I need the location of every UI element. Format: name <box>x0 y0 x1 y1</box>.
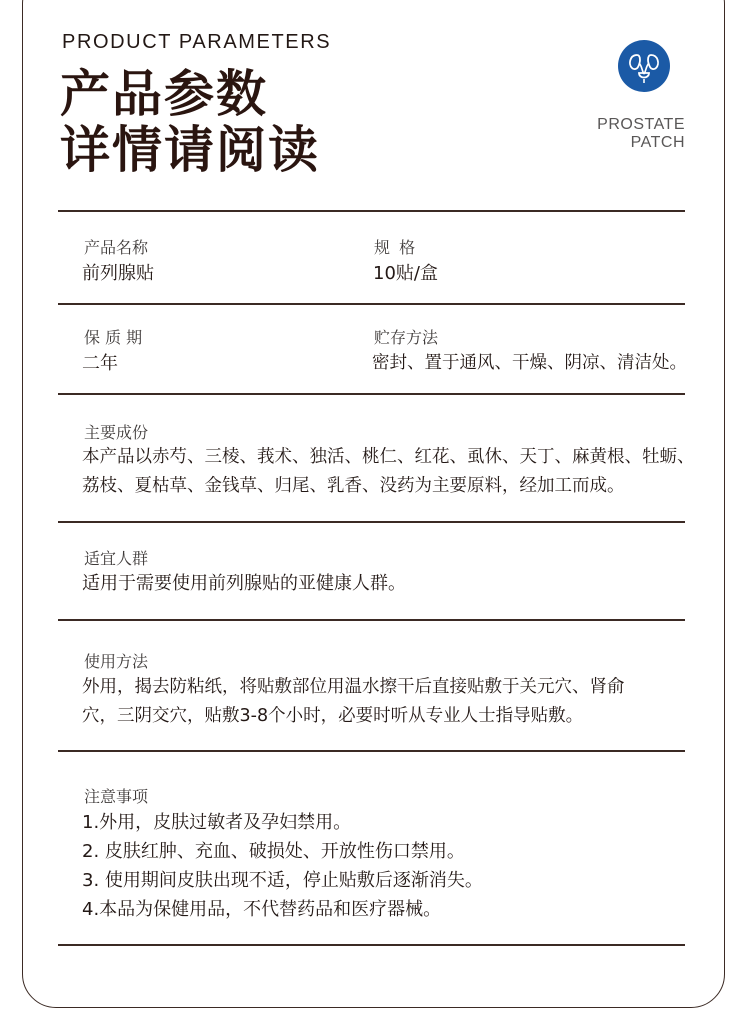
notes-line: 1.外用，皮肤过敏者及孕妇禁用。 <box>82 812 352 833</box>
brand-line-2: PATCH <box>630 134 685 151</box>
product-name-label: 产品名称 <box>84 238 149 257</box>
usage-line: 穴，三阴交穴，贴敷3-8个小时，必要时听从专业人士指导贴敷。 <box>82 706 584 726</box>
shelf-life-label: 保 质 期 <box>84 328 143 347</box>
product-name-value: 前列腺贴 <box>82 263 154 284</box>
usage-label: 使用方法 <box>84 652 149 671</box>
divider <box>58 521 685 523</box>
ingredients-line: 荔枝、夏枯草、金钱草、归尾、乳香、没药为主要原料，经加工而成。 <box>82 476 625 496</box>
storage-label: 贮存方法 <box>374 328 439 347</box>
divider <box>58 210 685 212</box>
chinese-title-line-1: 产品参数 <box>60 65 268 123</box>
notes-line: 2. 皮肤红肿、充血、破损处、开放性伤口禁用。 <box>82 841 465 862</box>
audience-label: 适宜人群 <box>84 549 149 568</box>
notes-label: 注意事项 <box>84 787 149 806</box>
divider <box>58 303 685 305</box>
shelf-life-value: 二年 <box>82 353 118 374</box>
chinese-title <box>60 66 320 178</box>
brand-name <box>597 116 685 152</box>
spec-value: 10贴/盒 <box>373 263 438 284</box>
notes-text <box>82 808 682 924</box>
divider <box>58 750 685 752</box>
notes-line: 3. 使用期间皮肤出现不适，停止贴敷后逐渐消失。 <box>82 870 483 891</box>
usage-text <box>82 673 682 731</box>
ingredients-line: 本产品以赤芍、三棱、莪术、独活、桃仁、红花、虱休、天丁、麻黄根、牡蛎、 <box>82 447 695 467</box>
audience-text <box>82 569 682 598</box>
kidney-logo-svg <box>618 40 670 92</box>
divider <box>58 944 685 946</box>
divider <box>58 393 685 395</box>
brand-line-1: PROSTATE <box>597 116 685 133</box>
ingredients-label: 主要成份 <box>84 423 149 442</box>
kidney-logo-icon <box>618 40 670 92</box>
storage-value: 密封、置于通风、干燥、阴凉、清洁处。 <box>372 353 687 373</box>
divider <box>58 619 685 621</box>
notes-line: 4.本品为保健用品，不代替药品和医疗器械。 <box>82 899 442 920</box>
audience-line: 适用于需要使用前列腺贴的亚健康人群。 <box>82 573 406 594</box>
ingredients-text <box>82 443 695 501</box>
chinese-title-line-2: 详情请阅读 <box>60 121 320 179</box>
usage-line: 外用，揭去防粘纸，将贴敷部位用温水擦干后直接贴敷于关元穴、肾俞 <box>82 677 625 697</box>
english-title: PRODUCT PARAMETERS <box>62 31 332 53</box>
spec-label: 规 格 <box>374 238 418 257</box>
